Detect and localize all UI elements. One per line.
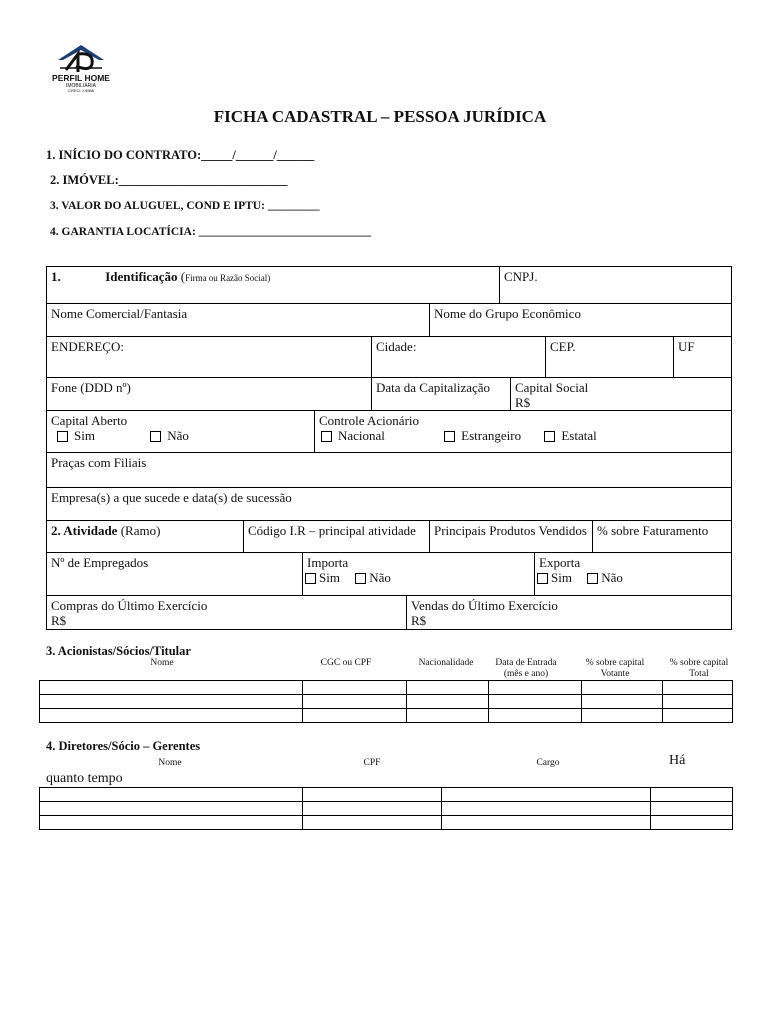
importa-cell [303, 553, 535, 596]
nacional-label: Nacional [338, 428, 385, 443]
table-cell[interactable] [303, 802, 442, 816]
table-cell[interactable] [40, 816, 303, 830]
atividade-cell[interactable] [47, 521, 244, 553]
table-cell[interactable] [582, 695, 663, 709]
svg-text:CRECI J-9988: CRECI J-9988 [68, 88, 94, 92]
table-cell[interactable] [663, 709, 733, 723]
sim-label: Sim [319, 570, 340, 585]
table-cell[interactable] [663, 695, 733, 709]
table-cell[interactable] [489, 709, 582, 723]
table-cell[interactable] [40, 681, 303, 695]
estatal-label: Estatal [561, 428, 597, 443]
section-number: 1. [51, 269, 61, 284]
field-valor-aluguel[interactable]: 3. VALOR DO ALUGUEL, COND E IPTU: _________ [50, 200, 320, 212]
table-cell[interactable] [303, 788, 442, 802]
identificacao-label: Identificação [105, 269, 178, 284]
field-imovel[interactable]: 2. IMÓVEL:___________________________ [50, 173, 288, 187]
empresas-sucessao-label: Empresa(s) a que sucede e data(s) de sucessão [51, 490, 292, 505]
diretores-header-nome: Nome [158, 758, 182, 768]
endereco-cell[interactable] [47, 337, 372, 378]
diretores-header-cargo: Cargo [536, 758, 560, 768]
faturamento-label: % sobre Faturamento [597, 523, 709, 538]
paren: ( [180, 269, 186, 284]
table-cell[interactable] [663, 681, 733, 695]
firma-razao-label: Firma ou Razão Social) [185, 273, 271, 283]
cidade-cell[interactable] [372, 337, 546, 378]
table-row [40, 695, 733, 709]
table-cell[interactable] [407, 709, 489, 723]
vendas-cell[interactable] [407, 596, 731, 629]
table-cell[interactable] [303, 695, 407, 709]
table-cell[interactable] [303, 816, 442, 830]
estatal-checkbox[interactable] [544, 431, 555, 442]
table-cell[interactable] [651, 802, 733, 816]
exporta-cell [535, 553, 731, 596]
uf-cell[interactable] [674, 337, 731, 378]
importa-sim-checkbox[interactable] [305, 573, 316, 584]
fone-cell[interactable] [47, 378, 372, 411]
currency-label: R$ [515, 395, 531, 410]
table-cell[interactable] [489, 681, 582, 695]
capital-aberto-label: Capital Aberto [51, 413, 128, 428]
codigo-ir-cell[interactable] [244, 521, 430, 553]
cep-label: CEP. [550, 339, 576, 354]
nao-label: Não [167, 428, 189, 443]
currency-label: R$ [411, 613, 427, 628]
empresas-sucessao-cell[interactable] [47, 488, 731, 521]
capital-aberto-sim-checkbox[interactable] [57, 431, 68, 442]
codigo-ir-label: Código I.R – principal atividade [248, 523, 416, 538]
grupo-cell[interactable] [430, 304, 731, 337]
capital-aberto-nao-checkbox[interactable] [150, 431, 161, 442]
nome-comercial-cell[interactable] [47, 304, 430, 337]
socios-table [39, 680, 733, 723]
diretores-table [39, 787, 733, 830]
ramo-label: (Ramo) [117, 523, 161, 538]
page-title: FICHA CADASTRAL – PESSOA JURÍDICA [213, 107, 547, 126]
nome-comercial-label: Nome Comercial/Fantasia [51, 306, 188, 321]
capital-aberto-cell [47, 411, 315, 453]
capital-social-cell[interactable] [511, 378, 731, 411]
socios-header-data-entrada: Data de Entrada (mês e ano) [495, 658, 557, 679]
capital-social-label: Capital Social [515, 380, 589, 395]
diretores-header-ha: Há [669, 753, 686, 768]
table-cell[interactable] [489, 695, 582, 709]
socios-title: 3. Acionistas/Sócios/Titular [46, 644, 191, 658]
table-cell[interactable] [442, 788, 651, 802]
exporta-sim-checkbox[interactable] [537, 573, 548, 584]
svg-text:PERFIL HOME: PERFIL HOME [52, 73, 110, 83]
sim-label: Sim [551, 570, 572, 585]
importa-label: Importa [307, 555, 349, 570]
exporta-label: Exporta [539, 555, 581, 570]
table-cell[interactable] [407, 681, 489, 695]
company-form [46, 266, 732, 630]
diretores-header-quanto-tempo: quanto tempo [46, 771, 123, 786]
faturamento-cell[interactable] [593, 521, 731, 553]
nao-label: Não [601, 570, 623, 585]
cnpj-label: CNPJ. [504, 269, 538, 284]
controle-acionario-cell [315, 411, 731, 453]
data-capitalizacao-label: Data da Capitalização [376, 380, 491, 395]
table-cell[interactable] [442, 816, 651, 830]
socios-header-cpf: CGC ou CPF [320, 658, 372, 668]
fone-label: Fone (DDD nº) [51, 380, 131, 395]
table-row [40, 788, 733, 802]
estrangeiro-label: Estrangeiro [461, 428, 522, 443]
vendas-label: Vendas do Último Exercício [411, 598, 558, 613]
grupo-label: Nome do Grupo Econômico [434, 306, 581, 321]
data-capitalizacao-cell[interactable] [372, 378, 511, 411]
table-row [40, 681, 733, 695]
socios-header-nome: Nome [150, 658, 174, 668]
empregados-label: Nº de Empregados [51, 555, 149, 570]
diretores-header-cpf: CPF [363, 758, 381, 768]
table-cell[interactable] [442, 802, 651, 816]
table-cell[interactable] [651, 816, 733, 830]
table-cell[interactable] [582, 681, 663, 695]
nao-label: Não [369, 570, 391, 585]
field-inicio-contrato[interactable]: 1. INÍCIO DO CONTRATO:_____/______/______ [46, 148, 315, 162]
field-garantia[interactable]: 4. GARANTIA LOCATÍCIA: ______________________________ [50, 226, 372, 238]
endereco-label: ENDEREÇO: [51, 339, 124, 354]
socios-header-votante: % sobre capital Votante [585, 658, 645, 679]
table-cell[interactable] [40, 695, 303, 709]
pracas-filiais-cell[interactable] [47, 453, 731, 488]
compras-cell[interactable] [47, 596, 407, 629]
company-logo [46, 42, 116, 92]
table-row [40, 816, 733, 830]
sim-label: Sim [74, 428, 95, 443]
importa-nao-checkbox[interactable] [355, 573, 366, 584]
socios-header-nacionalidade: Nacionalidade [418, 658, 474, 668]
produtos-cell[interactable] [430, 521, 593, 553]
cidade-label: Cidade: [376, 339, 417, 354]
atividade-label: 2. Atividade [51, 523, 118, 538]
table-cell[interactable] [407, 695, 489, 709]
controle-acionario-label: Controle Acionário [319, 413, 420, 428]
house-logo-icon [46, 42, 116, 92]
svg-text:IMOBILIÁRIA: IMOBILIÁRIA [65, 83, 97, 89]
table-row [40, 802, 733, 816]
table-cell[interactable] [303, 681, 407, 695]
table-cell[interactable] [651, 788, 733, 802]
table-cell[interactable] [40, 709, 303, 723]
currency-label: R$ [51, 613, 67, 628]
table-row [40, 709, 733, 723]
exporta-nao-checkbox[interactable] [587, 573, 598, 584]
produtos-label: Principais Produtos Vendidos [434, 523, 587, 538]
diretores-title: 4. Diretores/Sócio – Gerentes [46, 739, 201, 753]
uf-label: UF [678, 339, 695, 354]
cnpj-cell[interactable] [500, 267, 731, 304]
compras-label: Compras do Último Exercício [51, 598, 208, 613]
identificacao-cell[interactable] [47, 267, 500, 304]
socios-header-total: % sobre capital Total [669, 658, 729, 679]
table-cell[interactable] [582, 709, 663, 723]
table-cell[interactable] [40, 788, 303, 802]
estrangeiro-checkbox[interactable] [444, 431, 455, 442]
empregados-cell[interactable] [47, 553, 303, 596]
nacional-checkbox[interactable] [321, 431, 332, 442]
pracas-filiais-label: Praças com Filiais [51, 455, 147, 470]
table-cell[interactable] [303, 709, 407, 723]
cep-cell[interactable] [546, 337, 674, 378]
table-cell[interactable] [40, 802, 303, 816]
